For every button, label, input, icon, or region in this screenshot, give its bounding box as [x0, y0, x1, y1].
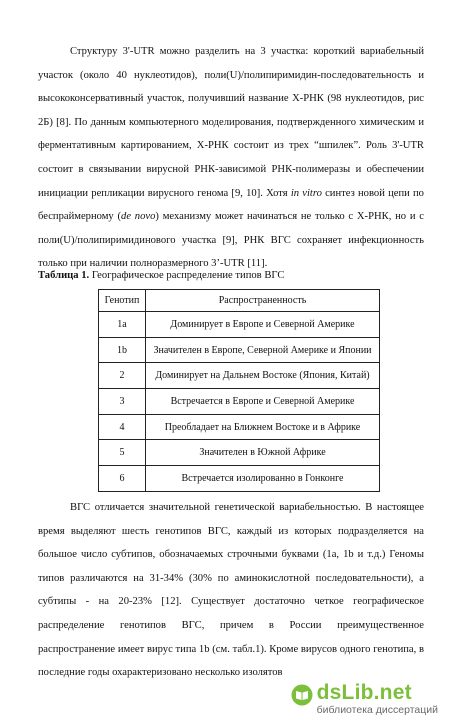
paragraph-text-part1: Структуру 3'-UTR можно разделить на 3 участка: короткий вариабельный участок (около 40 нуклеотидов), поли(U)/полипиримидин-последовательность и высококонсервативный участок, получивший название Х-РНК (98 нуклеотидов, рис 2Б) [8]. По данным компьютерного моделирования, подтвержденного химическим и ферментативным картированием, Х-РНК состоит из трех “шпилек”. Роль 3'-UTR состоит в связывании вирусной РНК-зависимой РНК-полимеразы и обеспечении инициации репликации вирусного генома [9, 10]. Хотя [38, 46, 424, 199]
table-row [99, 440, 380, 466]
table-cell-prevalence: Доминирует в Европе и Северной Америке [146, 312, 380, 338]
table-caption-label: Таблица 1. [38, 270, 90, 281]
table-cell-genotype: 1b [99, 337, 146, 363]
paragraph-utr-structure [38, 40, 424, 276]
watermark-brand: dsLib.net [316, 681, 412, 704]
genotype-distribution-table [98, 289, 380, 492]
table-cell-prevalence: Встречается изолированно в Гонконге [146, 466, 380, 492]
table-cell-genotype: 1a [99, 312, 146, 338]
table-cell-genotype: 6 [99, 466, 146, 492]
table-row [99, 337, 380, 363]
table-cell-prevalence: Преобладает на Ближнем Востоке и в Африке [146, 414, 380, 440]
table-header-prevalence: Распространенность [146, 290, 380, 312]
table-cell-genotype: 2 [99, 363, 146, 389]
table-row [99, 414, 380, 440]
table-row [99, 466, 380, 492]
table-cell-prevalence: Значителен в Южной Африке [146, 440, 380, 466]
table-cell-prevalence: Значителен в Европе, Северной Америке и Японии [146, 337, 380, 363]
table-header-row [99, 290, 380, 312]
table-cell-prevalence: Встречается в Европе и Северной Америке [146, 389, 380, 415]
table-cell-prevalence: Доминирует на Дальнем Востоке (Япония, Китай) [146, 363, 380, 389]
table-cell-genotype: 5 [99, 440, 146, 466]
italic-in-vitro: in vitro [290, 187, 322, 199]
table-caption [38, 270, 284, 281]
watermark-subtitle: библиотека диссертаций [316, 704, 438, 716]
paragraph-hcv-variability: ВГС отличается значительной генетической вариабельностью. В настоящее время выделяют шесть генотипов ВГС, каждый из которых подразделяется на большое число субтипов, обозначаемых строчными буквами (1a, 1b и т.д.) Геномы типов различаются на 31-34% (30% по аминокислотной последовательности), а субтипы - на 20-23% [12]. Существует достаточно четкое географическое распределение генотипов ВГС, причем в России преимущественное распространение имеет вирус типа 1b (см. табл.1). Кроме вирусов одного генотипа, в последние годы охарактеризовано несколько изолятов [38, 502, 424, 679]
table-row [99, 363, 380, 389]
table-row [99, 312, 380, 338]
book-icon [291, 684, 313, 706]
table-row [99, 389, 380, 415]
italic-de-novo: de novo [121, 211, 156, 223]
paragraph-text-part3: ) механизму может начинаться не только с Х-РНК, но и с поли(U)/полипиримидинового участка [9], РНК ВГС сохраняет инфекционность только при наличии полноразмерного 3’-UTR [11]. [38, 211, 424, 270]
table-cell-genotype: 3 [99, 389, 146, 415]
table-header-genotype: Генотип [99, 290, 146, 312]
paragraph-text-part2: синтез новой цепи по беспраймерному ( [38, 187, 424, 223]
table-caption-text: Географическое распределение типов ВГС [89, 270, 285, 281]
table-cell-genotype: 4 [99, 414, 146, 440]
watermark-text [317, 682, 438, 716]
dslib-watermark[interactable] [291, 682, 438, 716]
